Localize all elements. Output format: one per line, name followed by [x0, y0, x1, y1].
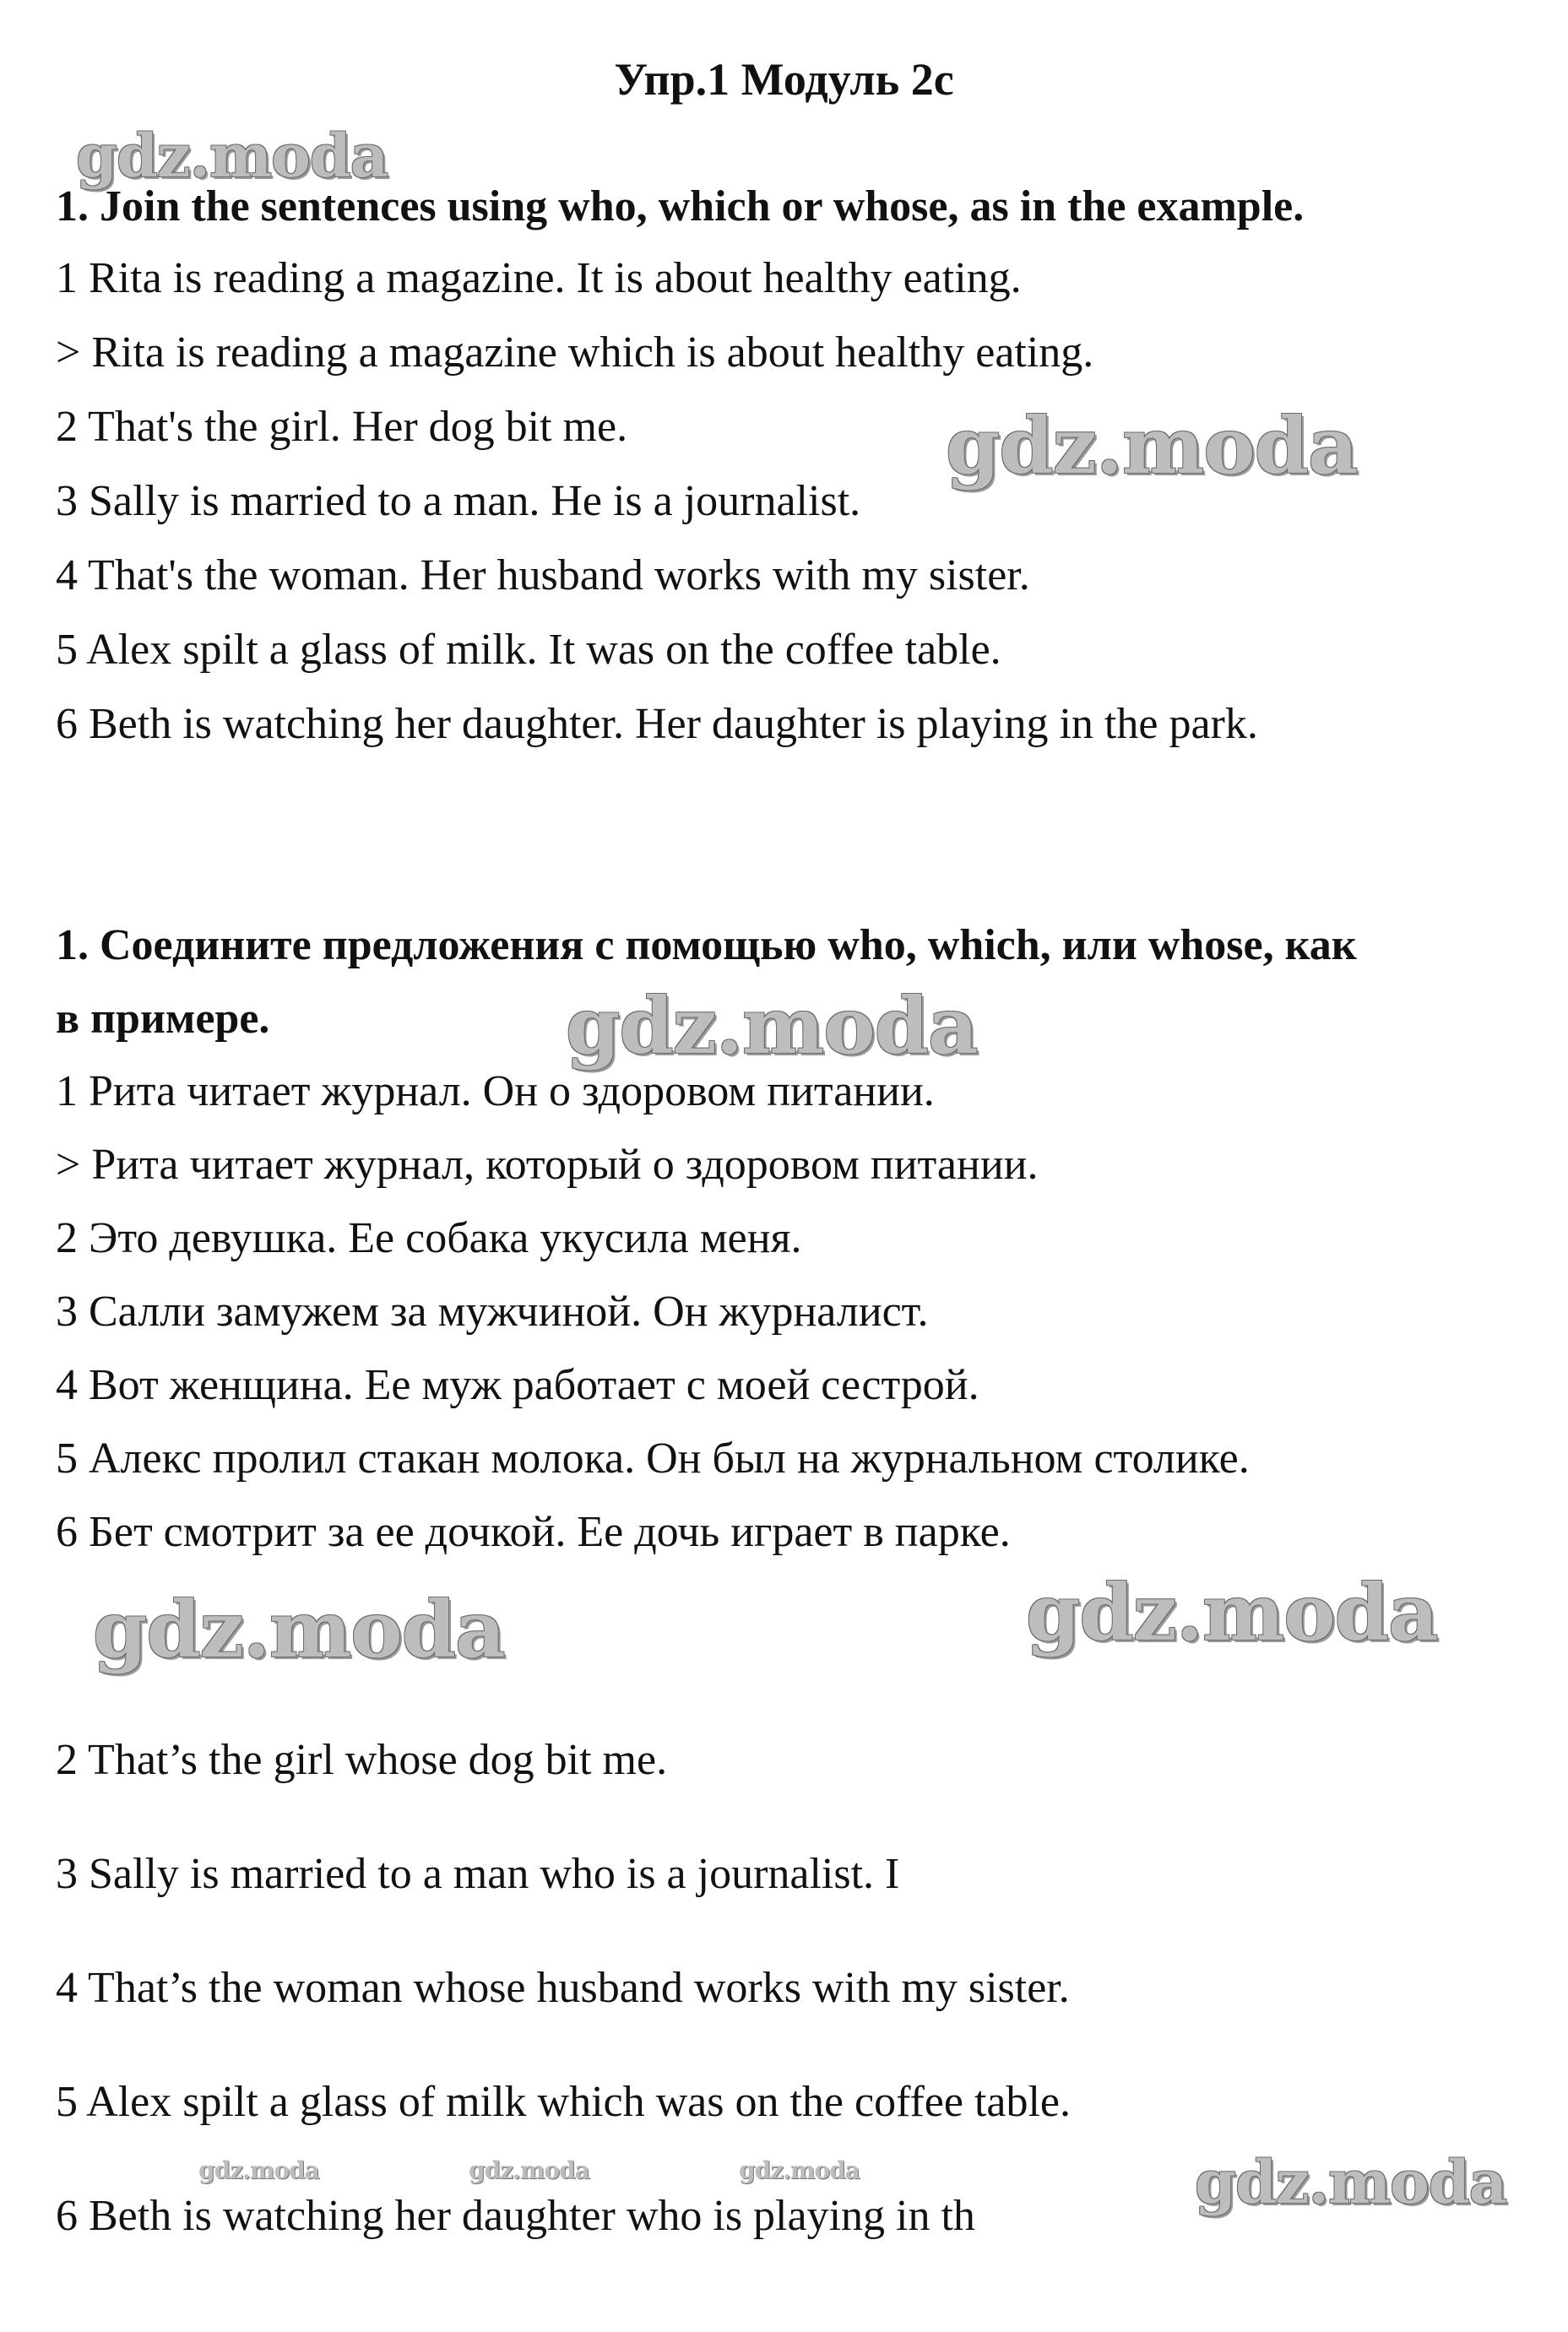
watermark-logo: gdz.moda — [198, 2156, 319, 2184]
english-line: 2 That's the girl. Her dog bit me. — [56, 403, 628, 451]
watermark-logo: gdz.moda — [1195, 2147, 1507, 2217]
page-title: Упр.1 Модуль 2с — [614, 54, 954, 105]
english-line: 4 That's the woman. Her husband works with my sister. — [56, 551, 1030, 599]
russian-line: 1 Рита читает журнал. Он о здоровом питании. — [56, 1067, 935, 1115]
english-line: 5 Alex spilt a glass of milk. It was on the coffee table. — [56, 626, 1001, 674]
english-line: 6 Beth is watching her daughter. Her daughter is playing in the park. — [56, 700, 1258, 748]
english-line: 1 Rita is reading a magazine. It is about healthy eating. — [56, 254, 1022, 302]
russian-heading-line1: 1. Соедините предложения с помощью who, which, или whose, как — [56, 921, 1357, 969]
answer-line: 5 Alex spilt a glass of milk which was on the coffee table. — [56, 2078, 1071, 2126]
russian-heading-line2: в примере. — [56, 995, 270, 1043]
watermark-logo: gdz.moda — [93, 1584, 505, 1675]
answer-line: 4 That’s the woman whose husband works with my sister. — [56, 1964, 1070, 2012]
watermark-logo: gdz.moda — [469, 2156, 589, 2184]
russian-line: > Рита читает журнал, который о здоровом питании. — [56, 1141, 1039, 1189]
answer-line: 3 Sally is married to a man who is a journalist. I — [56, 1850, 900, 1898]
russian-line: 3 Салли замужем за мужчиной. Он журналист. — [56, 1288, 929, 1336]
watermark-logo: gdz.moda — [1026, 1567, 1438, 1658]
watermark-logo: gdz.moda — [946, 400, 1358, 491]
english-line: > Rita is reading a magazine which is about healthy eating. — [56, 328, 1094, 377]
english-heading: 1. Join the sentences using who, which or whose, as in the example. — [56, 182, 1305, 230]
russian-line: 4 Вот женщина. Ее муж работает с моей сестрой. — [56, 1361, 979, 1409]
russian-line: 6 Бет смотрит за ее дочкой. Ее дочь играет в парке. — [56, 1508, 1011, 1556]
russian-line: 2 Это девушка. Ее собака укусила меня. — [56, 1214, 802, 1262]
english-line: 3 Sally is married to a man. He is a journalist. — [56, 477, 861, 525]
answer-line: 2 That’s the girl whose dog bit me. — [56, 1736, 668, 1784]
russian-line: 5 Алекс пролил стакан молока. Он был на журнальном столике. — [56, 1434, 1250, 1483]
watermark-logo: gdz.moda — [566, 980, 978, 1071]
watermark-logo: gdz.moda — [739, 2156, 860, 2184]
answer-line: 6 Beth is watching her daughter who is playing in th — [56, 2192, 975, 2240]
watermark-logo: gdz.moda — [76, 121, 388, 191]
